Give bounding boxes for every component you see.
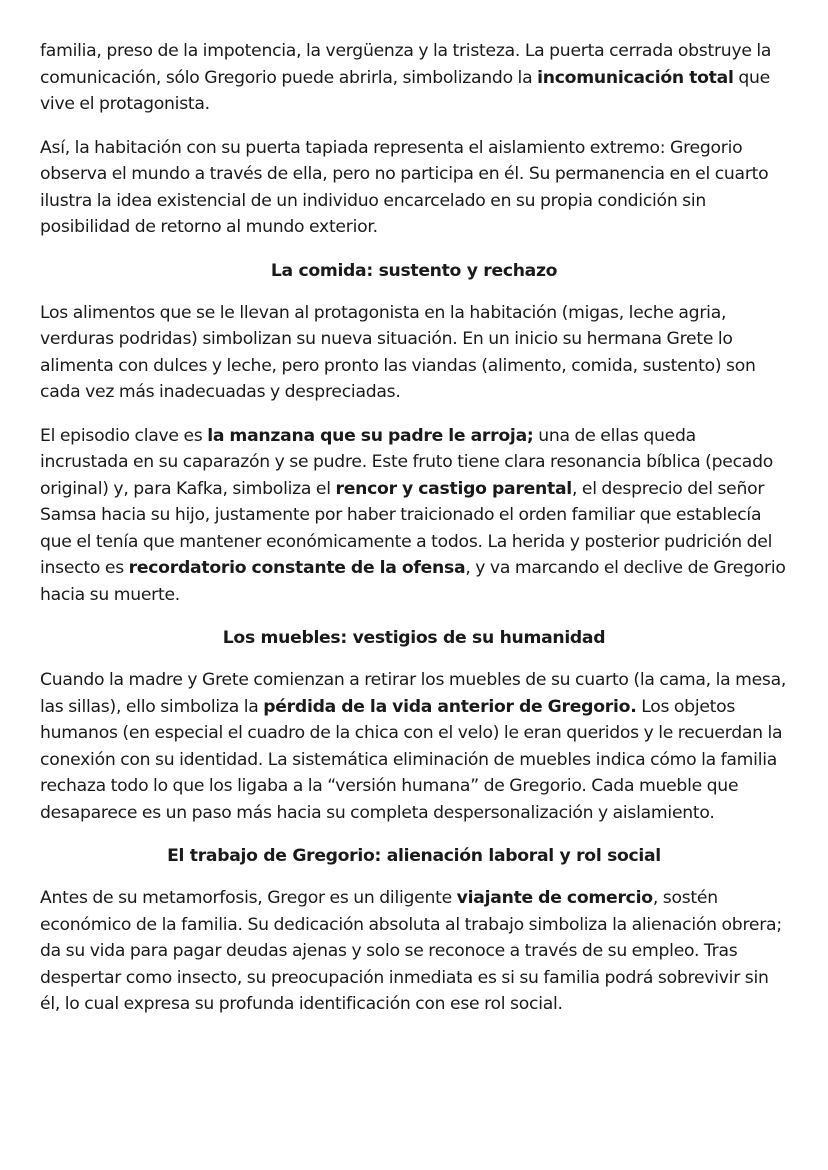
- bold-text: la manzana que su padre le arroja;: [207, 425, 534, 446]
- text: , y va marcando el declive de Gregorio hacia su muerte.: [40, 558, 786, 605]
- text: , el desprecio del señor Samsa hacia su hijo, justamente por haber traicionado el orden familiar que establecía que el tenía que mantener económicamente a todos. La herida y posterior pudrición del insecto es: [40, 478, 773, 578]
- text: , sostén económico de la familia. Su dedicación absoluta al trabajo simboliza la alienación obrera; da su vida para pagar deudas ajenas y solo se reconoce a través de su empleo. Tras despertar como insecto, su preocupación inmediata es si su familia podrá sobrevivir sin él, lo cual expresa su profunda identificación con ese rol social.: [40, 888, 782, 1014]
- section-heading-food: La comida: sustento y rechazo: [270, 260, 558, 281]
- bold-text: incomunicación total: [537, 67, 734, 88]
- text: Los objetos humanos (en especial el cuadro de la chica con el velo) le eran queridos y le recuerdan la conexión con su identidad. La sistemática eliminación de muebles indica cómo la familia rechaza todo lo que los ligaba a la “versión humana” de Gregorio. Cada mueble que desaparece es un paso más hacia su completa despersonalización y aislamiento.: [40, 696, 783, 823]
- text: Los alimentos que se le llevan al protagonista en la habitación (migas, leche agria, verduras podridas) simbolizan su nueva situación. En un inicio su hermana Grete lo alimenta con dulces y leche, pero pronto las viandas (alimento, comida, sustento) son cada vez más inadecuadas y despreciadas.: [40, 302, 756, 402]
- paragraph-room-isolation: [40, 135, 788, 241]
- section-heading-work: El trabajo de Gregorio: alienación laboral y rol social: [167, 846, 661, 866]
- bold-text: viajante de comercio: [456, 888, 653, 908]
- section-heading-furniture: Los muebles: vestigios de su humanidad: [222, 628, 606, 648]
- paragraph-door-isolation: [40, 38, 788, 118]
- text: Así, la habitación con su puerta tapiada representa el aislamiento extremo: Gregorio observa el mundo a través de ella, pero no participa en él. Su permanencia en el cuarto ilustra la idea existencial de un individuo encarcelado en su propia condición sin posibilidad de retorno al mundo exterior.: [40, 137, 769, 237]
- text: una de ellas queda incrustada en su caparazón y se pudre. Este fruto tiene clara resonancia bíblica (pecado original) y, para Kafka, simboliza el: [40, 425, 774, 499]
- paragraph-food: [40, 300, 788, 406]
- text: que vive el protagonista.: [40, 67, 770, 114]
- text: familia, preso de la impotencia, la vergüenza y la tristeza. La puerta cerrada obstruye la comunicación, sólo Gregorio puede abrirla, simbolizando la: [40, 41, 772, 88]
- bold-text: rencor y castigo parental: [335, 478, 572, 499]
- bold-text: recordatorio constante de la ofensa: [128, 558, 466, 578]
- paragraph-apple: [40, 423, 788, 609]
- paragraph-work: [40, 885, 788, 1018]
- bold-text: pérdida de la vida anterior de Gregorio.: [263, 696, 637, 717]
- text: El episodio clave es: [40, 425, 208, 446]
- text: Antes de su metamorfosis, Gregor es un diligente: [40, 888, 457, 908]
- text: Cuando la madre y Grete comienzan a retirar los muebles de su cuarto (la cama, la mesa, las sillas), ello simboliza la: [40, 670, 787, 717]
- paragraph-furniture: [40, 667, 788, 826]
